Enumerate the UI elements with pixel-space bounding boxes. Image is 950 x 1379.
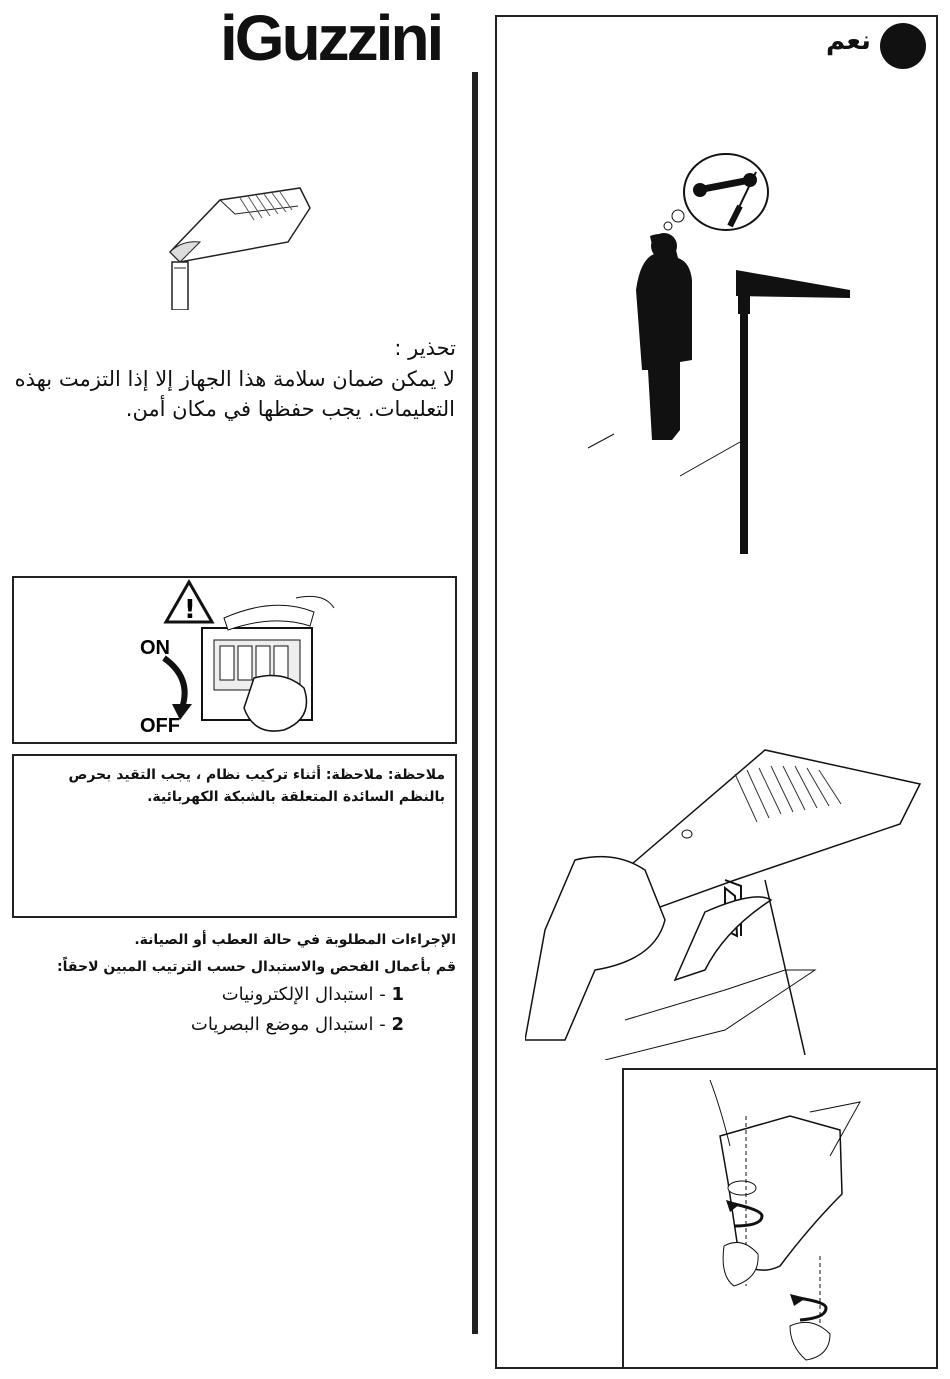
- step-number: 1: [391, 984, 404, 1005]
- logo-wordmark: [220, 8, 456, 68]
- warning-body: لا يمكن ضمان سلامة هذا الجهاز إلا إذا التزمت بهذه التعليمات. يجب حفظها في مكان أمن.: [14, 367, 455, 421]
- step-item: [222, 984, 404, 1005]
- warning-title: تحذير :: [394, 336, 456, 360]
- switch-off-figure: [12, 576, 457, 744]
- yes-label: نعم: [826, 26, 871, 56]
- note-box: [12, 754, 457, 918]
- off-label: OFF: [140, 715, 180, 737]
- warning-triangle-icon: [166, 582, 212, 625]
- column-divider: [472, 72, 478, 1334]
- note-text: ملاحظة: ملاحظة: أثناء تركيب نظام ، يجب التقيد بحرص بالنظم السائدة المتعلقة بالشبكة الكهربائية.: [68, 767, 445, 805]
- maintenance-illustration: [525, 740, 930, 1060]
- technician-illustration: [580, 150, 870, 560]
- logo-text: iGuzzini: [220, 8, 442, 68]
- switch-illustration: [14, 578, 455, 742]
- rotate-arrow-icon: [790, 1294, 826, 1320]
- down-arrow-icon: [164, 658, 185, 708]
- on-label: ON: [140, 637, 170, 659]
- luminaire-illustration: [160, 180, 320, 310]
- procedures-subtitle: قم بأعمال الفحص والاستبدال حسب الترتيب المبين لاحقاً:: [57, 959, 456, 975]
- svg-text:!: !: [184, 595, 196, 625]
- procedures-title: الإجراءات المطلوبة في حالة العطب أو الصيانة.: [134, 932, 456, 948]
- step-text: - استبدال الإلكترونيات: [221, 984, 386, 1005]
- step-text: - استبدال موضع البصريات: [190, 1014, 386, 1035]
- step-item: [191, 1014, 404, 1035]
- yes-marker-icon: [880, 23, 926, 69]
- detail-illustration: [630, 1076, 930, 1361]
- brand-logo: [220, 8, 456, 68]
- step-number: 2: [391, 1014, 404, 1035]
